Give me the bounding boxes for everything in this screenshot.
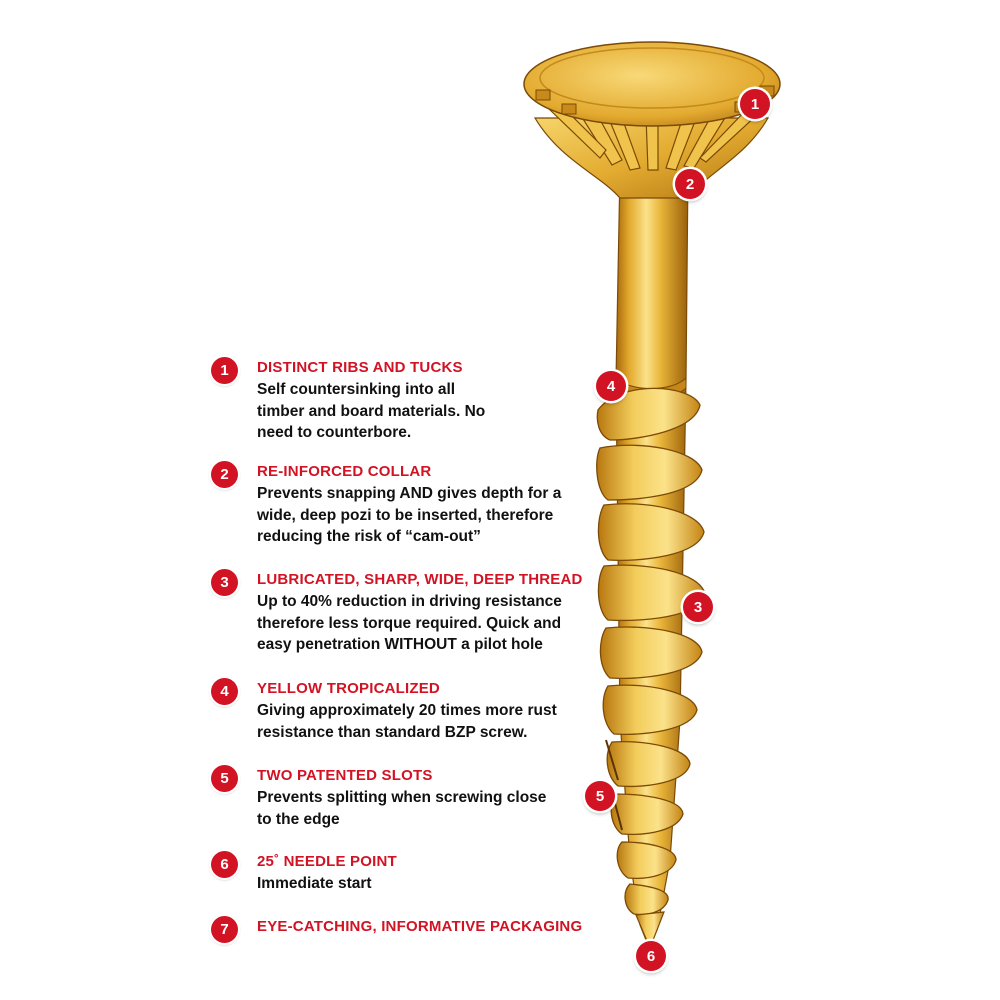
feature-title: TWO PATENTED SLOTS [257, 767, 433, 784]
feature-title: LUBRICATED, SHARP, WIDE, DEEP THREAD [257, 571, 583, 588]
callout-badge: 5 [585, 781, 615, 811]
feature-description: Self countersinking into all timber and board materials. No need to counterbore. [257, 381, 486, 441]
feature-number-badge: 1 [211, 357, 238, 384]
feature-title: 25˚ NEEDLE POINT [257, 853, 397, 870]
feature-description: Prevents snapping AND gives depth for a wide, deep pozi to be inserted, therefore reducing the risk of “cam-out” [257, 485, 562, 545]
feature-number-badge: 7 [211, 916, 238, 943]
callout-badge: 2 [675, 169, 705, 199]
feature-number-badge: 6 [211, 851, 238, 878]
feature-title: YELLOW TROPICALIZED [257, 680, 440, 697]
feature-number-badge: 2 [211, 461, 238, 488]
feature-title: EYE-CATCHING, INFORMATIVE PACKAGING [257, 918, 583, 935]
feature-title: DISTINCT RIBS AND TUCKS [257, 359, 463, 376]
feature-title: RE-INFORCED COLLAR [257, 463, 432, 480]
feature-description: Immediate start [257, 875, 372, 892]
feature-number-badge: 5 [211, 765, 238, 792]
callout-badge: 3 [683, 592, 713, 622]
feature-number-badge: 4 [211, 678, 238, 705]
feature-description: Up to 40% reduction in driving resistance therefore less torque required. Quick and easy penetration WITHOUT a pilot hole [257, 593, 562, 653]
feature-number-badge: 3 [211, 569, 238, 596]
callout-badge: 4 [596, 371, 626, 401]
callout-badge: 1 [740, 89, 770, 119]
callout-badge: 6 [636, 941, 666, 971]
feature-description: Prevents splitting when screwing close to the edge [257, 789, 547, 828]
feature-description: Giving approximately 20 times more rust resistance than standard BZP screw. [257, 702, 557, 741]
